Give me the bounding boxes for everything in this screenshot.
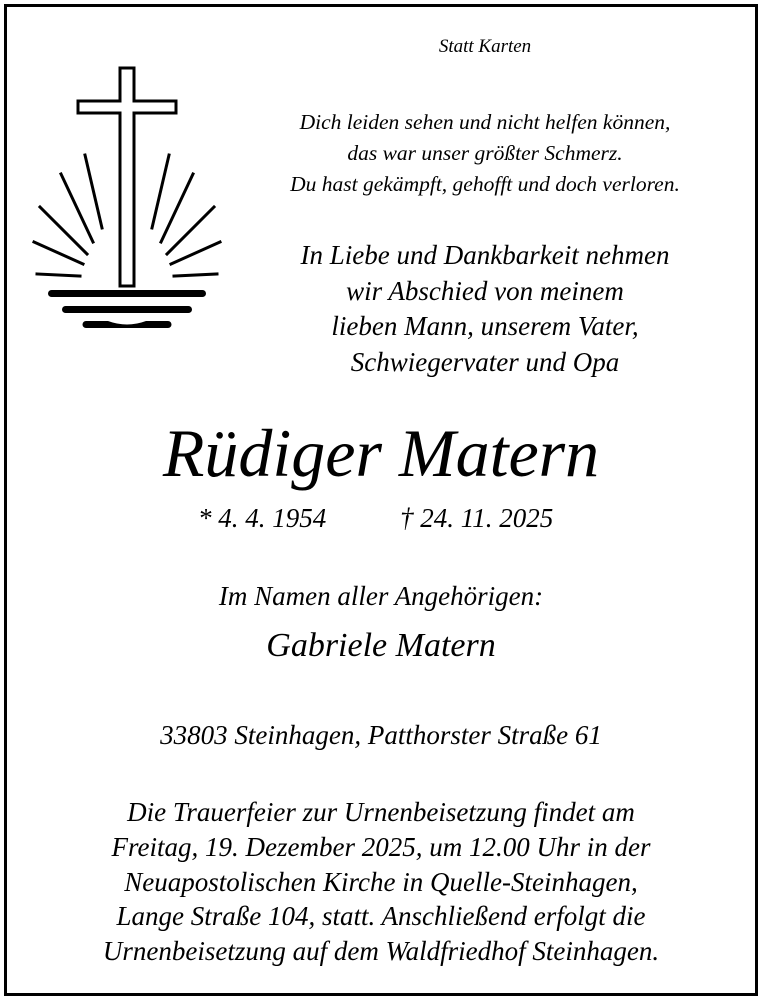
poem-verse — [240, 107, 730, 200]
on-behalf-label: Im Namen aller Angehörigen: — [218, 581, 544, 611]
statt-karten-label: Statt Karten — [438, 36, 532, 57]
widow-name: Gabriele Matern — [266, 627, 496, 664]
cross-sun-emblem-icon — [28, 64, 228, 334]
intro-line: lieben Mann, unserem Vater, — [331, 311, 639, 341]
poem-line: das war unser größter Schmerz. — [347, 141, 623, 165]
intro-line: In Liebe und Dankbarkeit nehmen — [300, 240, 670, 270]
funeral-information — [8, 795, 754, 969]
funeral-line: Urnenbeisetzung auf dem Waldfriedhof Steinhagen. — [102, 936, 660, 967]
deceased-name: Rüdiger Matern — [162, 415, 600, 491]
funeral-line: Freitag, 19. Dezember 2025, um 12.00 Uhr in der — [111, 831, 651, 862]
funeral-line: Neuapostolischen Kirche in Quelle-Steinhagen, — [124, 866, 638, 897]
birth-date: * 4. 4. 1954 — [198, 503, 327, 533]
funeral-line: Die Trauerfeier zur Urnenbeisetzung findet am — [127, 797, 635, 827]
poem-line: Du hast gekämpft, gehofft und doch verloren. — [290, 172, 680, 196]
family-address: 33803 Steinhagen, Patthorster Straße 61 — [160, 720, 602, 750]
intro-line: Schwiegervater und Opa — [350, 346, 620, 377]
intro-line: wir Abschied von meinem — [346, 275, 624, 306]
death-date: † 24. 11. 2025 — [400, 503, 554, 533]
life-dates — [0, 503, 762, 539]
poem-line: Dich leiden sehen und nicht helfen können, — [299, 110, 671, 134]
funeral-line: Lange Straße 104, statt. Anschließend erfolgt die — [116, 901, 646, 932]
farewell-intro — [240, 238, 730, 380]
